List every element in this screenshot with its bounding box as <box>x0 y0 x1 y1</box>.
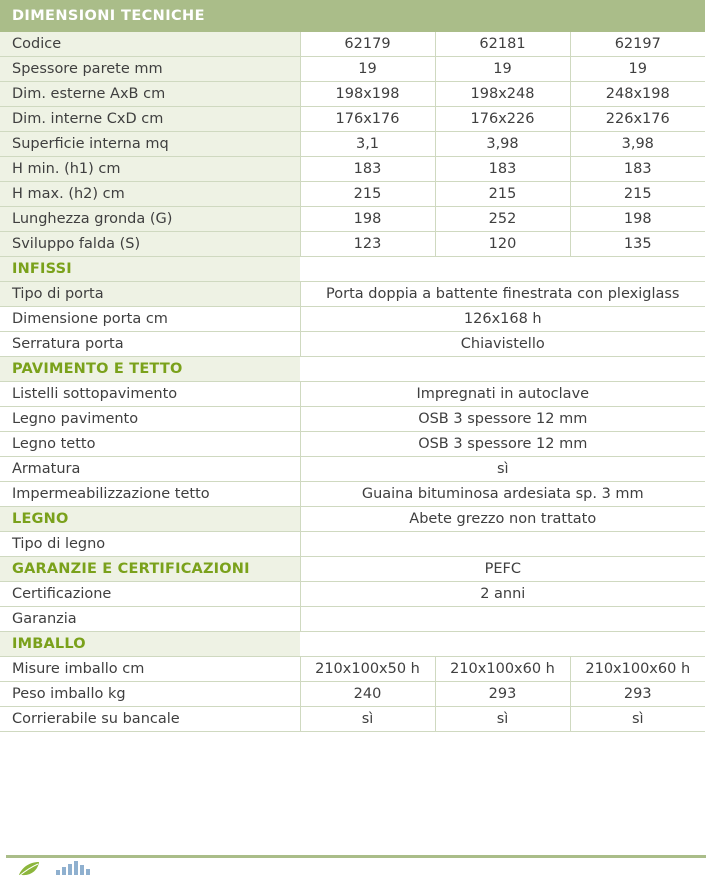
cell-h-max-3: 215 <box>570 182 705 207</box>
cell-codice-1: 62179 <box>300 32 435 57</box>
cell-sviluppo-falda-3: 135 <box>570 232 705 257</box>
section-label-pavimento-tetto: PAVIMENTO E TETTO <box>0 357 300 382</box>
cell-peso-imballo-3: 293 <box>570 682 705 707</box>
cell-corrierabile-1: sì <box>300 707 435 732</box>
table-row <box>0 532 705 557</box>
row-label-codice: Codice <box>0 32 300 57</box>
cell-legno-pavimento: OSB 3 spessore 12 mm <box>300 407 705 432</box>
row-label-lunghezza-gronda: Lunghezza gronda (G) <box>0 207 300 232</box>
row-label-impermeabilizzazione: Impermeabilizzazione tetto <box>0 482 300 507</box>
table-row <box>0 582 705 607</box>
table-row <box>0 32 705 57</box>
cell-dim-interne-1: 176x176 <box>300 107 435 132</box>
cell-dim-interne-3: 226x176 <box>570 107 705 132</box>
row-label-tipo-di-legno: Tipo di legno <box>0 532 300 557</box>
section-imballo-spacer <box>300 632 705 657</box>
row-label-peso-imballo: Peso imballo kg <box>0 682 300 707</box>
table-row <box>0 57 705 82</box>
cell-codice-2: 62181 <box>435 32 570 57</box>
cell-dim-esterne-3: 248x198 <box>570 82 705 107</box>
section-header-infissi <box>0 257 705 282</box>
cell-sviluppo-falda-1: 123 <box>300 232 435 257</box>
table-row <box>0 382 705 407</box>
table-row <box>0 432 705 457</box>
section-infissi-spacer <box>300 257 705 282</box>
cell-codice-3: 62197 <box>570 32 705 57</box>
cell-serratura-porta: Chiavistello <box>300 332 705 357</box>
section-header-imballo <box>0 632 705 657</box>
cell-superficie-interna-3: 3,98 <box>570 132 705 157</box>
cell-peso-imballo-2: 293 <box>435 682 570 707</box>
cell-tipo-porta: Porta doppia a battente finestrata con plexiglass <box>300 282 705 307</box>
cell-impermeabilizzazione: Guaina bituminosa ardesiata sp. 3 mm <box>300 482 705 507</box>
row-label-h-max: H max. (h2) cm <box>0 182 300 207</box>
cell-superficie-interna-2: 3,98 <box>435 132 570 157</box>
cell-dim-interne-2: 176x226 <box>435 107 570 132</box>
cell-misure-imballo-2: 210x100x60 h <box>435 657 570 682</box>
cell-tipo-di-legno <box>300 532 705 557</box>
footer-divider <box>6 855 706 858</box>
table-row <box>0 132 705 157</box>
section-header-pavimento-tetto <box>0 357 705 382</box>
row-label-garanzia: Garanzia <box>0 607 300 632</box>
table-title-row <box>0 0 705 32</box>
table-row <box>0 682 705 707</box>
footer-strip <box>0 853 717 879</box>
leaf-icon <box>18 861 40 877</box>
row-label-h-min: H min. (h1) cm <box>0 157 300 182</box>
cell-dim-esterne-1: 198x198 <box>300 82 435 107</box>
row-label-dim-esterne: Dim. esterne AxB cm <box>0 82 300 107</box>
cell-h-max-2: 215 <box>435 182 570 207</box>
table-row <box>0 607 705 632</box>
section-pavimento-tetto-spacer <box>300 357 705 382</box>
table-row <box>0 657 705 682</box>
cell-lunghezza-gronda-1: 198 <box>300 207 435 232</box>
table-row <box>0 707 705 732</box>
cell-h-min-1: 183 <box>300 157 435 182</box>
cell-lunghezza-gronda-3: 198 <box>570 207 705 232</box>
table-row <box>0 182 705 207</box>
table-row <box>0 157 705 182</box>
cell-misure-imballo-3: 210x100x60 h <box>570 657 705 682</box>
cell-h-max-1: 215 <box>300 182 435 207</box>
cell-legno-tetto: OSB 3 spessore 12 mm <box>300 432 705 457</box>
section-label-infissi: INFISSI <box>0 257 300 282</box>
row-label-armatura: Armatura <box>0 457 300 482</box>
cell-dim-esterne-2: 198x248 <box>435 82 570 107</box>
table-row <box>0 457 705 482</box>
cell-corrierabile-2: sì <box>435 707 570 732</box>
table-row <box>0 107 705 132</box>
table-row <box>0 207 705 232</box>
table-row <box>0 232 705 257</box>
cell-spessore-parete-3: 19 <box>570 57 705 82</box>
row-label-superficie-interna: Superficie interna mq <box>0 132 300 157</box>
row-label-serratura-porta: Serratura porta <box>0 332 300 357</box>
cell-spessore-parete-2: 19 <box>435 57 570 82</box>
table-row <box>0 282 705 307</box>
section-header-garanzie <box>0 557 705 582</box>
table-row <box>0 407 705 432</box>
row-label-dim-interne: Dim. interne CxD cm <box>0 107 300 132</box>
table-row <box>0 332 705 357</box>
cell-spessore-parete-1: 19 <box>300 57 435 82</box>
row-label-corrierabile: Corrierabile su bancale <box>0 707 300 732</box>
cell-armatura: sì <box>300 457 705 482</box>
cell-sviluppo-falda-2: 120 <box>435 232 570 257</box>
cell-peso-imballo-1: 240 <box>300 682 435 707</box>
bar-chart-icon <box>56 861 90 875</box>
cell-legno-value: Abete grezzo non trattato <box>300 507 705 532</box>
cell-lunghezza-gronda-2: 252 <box>435 207 570 232</box>
row-label-tipo-porta: Tipo di porta <box>0 282 300 307</box>
row-label-certificazione: Certificazione <box>0 582 300 607</box>
row-label-spessore-parete: Spessore parete mm <box>0 57 300 82</box>
section-header-legno <box>0 507 705 532</box>
cell-certificazione: 2 anni <box>300 582 705 607</box>
row-label-misure-imballo: Misure imballo cm <box>0 657 300 682</box>
cell-superficie-interna-1: 3,1 <box>300 132 435 157</box>
section-label-legno: LEGNO <box>0 507 300 532</box>
row-label-legno-pavimento: Legno pavimento <box>0 407 300 432</box>
cell-h-min-3: 183 <box>570 157 705 182</box>
cell-garanzia <box>300 607 705 632</box>
row-label-dimensione-porta: Dimensione porta cm <box>0 307 300 332</box>
row-label-listelli: Listelli sottopavimento <box>0 382 300 407</box>
cell-dimensione-porta: 126x168 h <box>300 307 705 332</box>
section-label-imballo: IMBALLO <box>0 632 300 657</box>
section-label-garanzie: GARANZIE E CERTIFICAZIONI <box>0 557 300 582</box>
row-label-sviluppo-falda: Sviluppo falda (S) <box>0 232 300 257</box>
table-row <box>0 307 705 332</box>
table-row <box>0 82 705 107</box>
cell-listelli: Impregnati in autoclave <box>300 382 705 407</box>
table-row <box>0 482 705 507</box>
cell-misure-imballo-1: 210x100x50 h <box>300 657 435 682</box>
page-title: DIMENSIONI TECNICHE <box>0 0 705 32</box>
cell-garanzie-value: PEFC <box>300 557 705 582</box>
cell-corrierabile-3: sì <box>570 707 705 732</box>
cell-h-min-2: 183 <box>435 157 570 182</box>
row-label-legno-tetto: Legno tetto <box>0 432 300 457</box>
